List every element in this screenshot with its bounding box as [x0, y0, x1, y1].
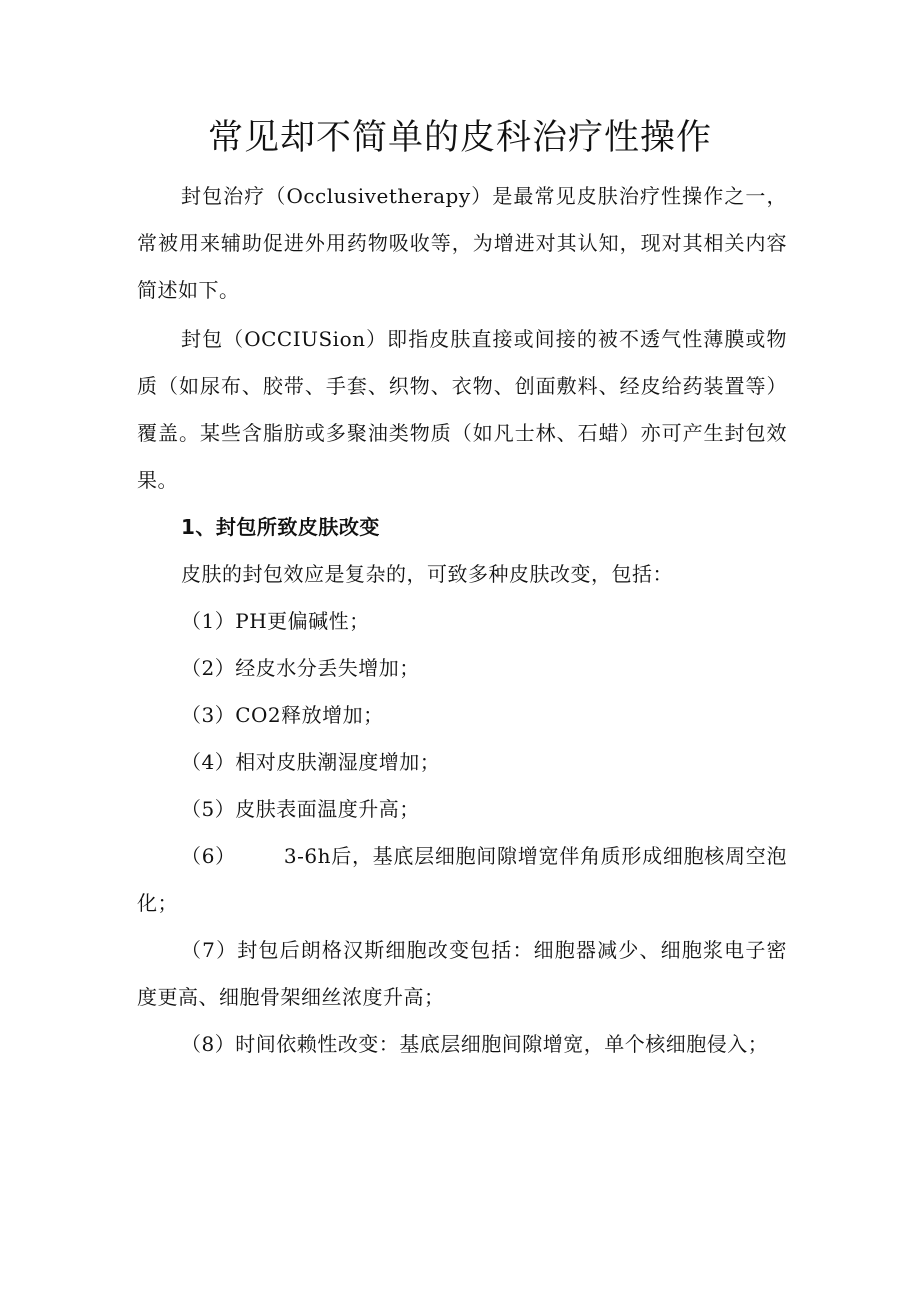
definition-paragraph: 封包（OCCIUSion）即指皮肤直接或间接的被不透气性薄膜或物质（如尿布、胶带、手套、织物、衣物、创面敷料、经皮给药装置等）覆盖。某些含脂肪或多聚油类物质（如凡士林、石蜡）亦可产生封包效果。	[137, 327, 787, 492]
list-item-text: 3-6h后，基底层细胞间隙增宽伴角质形成细胞核周空泡化；	[137, 844, 787, 915]
list-item	[137, 598, 787, 645]
list-item-number: （6）	[181, 844, 236, 868]
list-item	[137, 833, 787, 927]
list-item-text: 相对皮肤潮湿度增加；	[235, 750, 441, 774]
list-item-number: （4）	[181, 750, 236, 774]
list-item-text: 封包后朗格汉斯细胞改变包括：细胞器减少、细胞浆电子密度更高、细胞骨架细丝浓度升高；	[137, 938, 788, 1009]
section-lead-paragraph: 皮肤的封包效应是复杂的，可致多种皮肤改变，包括：	[181, 562, 673, 586]
list-item	[137, 786, 787, 833]
list-item-text: 时间依赖性改变：基底层细胞间隙增宽，单个核细胞侵入；	[235, 1032, 769, 1056]
list-item-text: 经皮水分丢失增加；	[235, 656, 420, 680]
list-item-number: （8）	[181, 1032, 236, 1056]
list-item	[137, 1021, 787, 1068]
list-item	[137, 739, 787, 786]
intro-paragraph: 封包治疗（Occlusivetherapy）是最常见皮肤治疗性操作之一，常被用来辅助促进外用药物吸收等，为增进对其认知，现对其相关内容简述如下。	[137, 184, 787, 302]
list-item-text: CO2释放增加；	[235, 703, 384, 727]
list-item-number: （7）	[181, 938, 238, 962]
list-item	[137, 645, 787, 692]
list-item-number: （2）	[181, 656, 236, 680]
list-item	[137, 692, 787, 739]
list-item-number: （3）	[181, 703, 236, 727]
list-item-number: （5）	[181, 797, 236, 821]
list-item-text: 皮肤表面温度升高；	[235, 797, 420, 821]
list-item	[137, 927, 787, 1021]
section-heading: 1、封包所致皮肤改变	[181, 515, 380, 539]
list-item-text: PH更偏碱性；	[235, 609, 370, 633]
list-item-number: （1）	[181, 609, 236, 633]
document-body	[137, 173, 787, 1068]
page-title: 常见却不简单的皮科治疗性操作	[207, 118, 712, 158]
